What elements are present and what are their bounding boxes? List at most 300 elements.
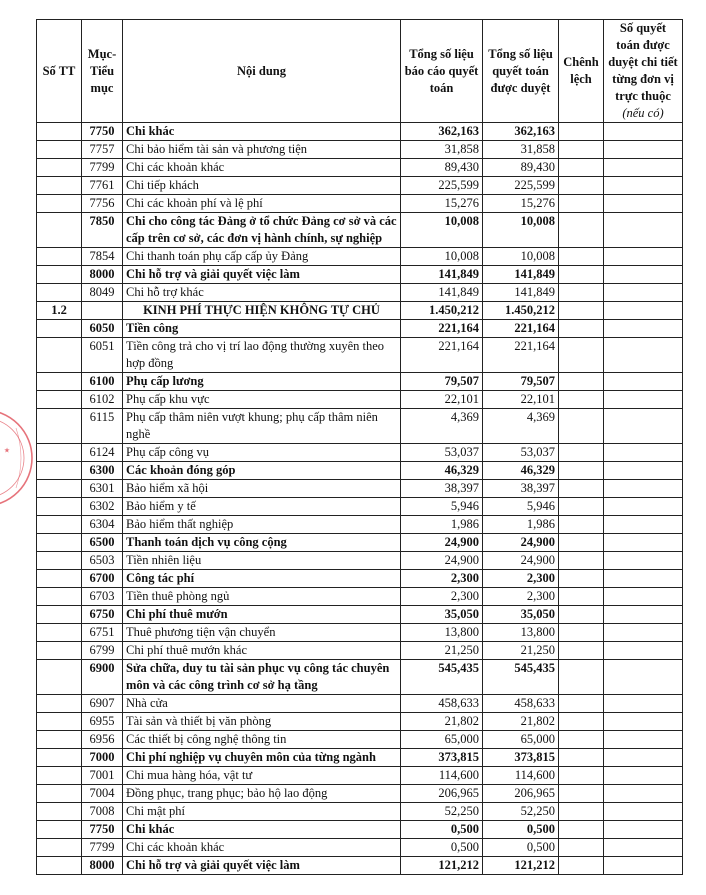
row-stt: [37, 516, 82, 534]
row-unit-detail: [604, 373, 683, 391]
row-stt: [37, 141, 82, 159]
table-row: [37, 462, 683, 480]
row-stt: [37, 642, 82, 660]
table-row: [37, 213, 683, 248]
table-row: [37, 498, 683, 516]
row-unit-detail: [604, 391, 683, 409]
row-difference: [559, 320, 604, 338]
row-approved-total: 21,802: [483, 713, 559, 731]
row-reported-total: 21,250: [401, 642, 483, 660]
row-reported-total: 24,900: [401, 534, 483, 552]
row-reported-total: 206,965: [401, 785, 483, 803]
row-reported-total: 114,600: [401, 767, 483, 785]
table-row: [37, 588, 683, 606]
row-unit-detail: [604, 534, 683, 552]
row-reported-total: 2,300: [401, 588, 483, 606]
row-difference: [559, 713, 604, 731]
table-row: [37, 839, 683, 857]
row-code: 6799: [82, 642, 123, 660]
settlement-table: [36, 19, 683, 875]
table-row: [37, 409, 683, 444]
row-code: 7757: [82, 141, 123, 159]
row-stt: [37, 159, 82, 177]
row-code: 7750: [82, 123, 123, 141]
table-row: [37, 373, 683, 391]
row-reported-total: 5,946: [401, 498, 483, 516]
row-difference: [559, 159, 604, 177]
row-code: 6750: [82, 606, 123, 624]
row-approved-total: 65,000: [483, 731, 559, 749]
row-unit-detail: [604, 642, 683, 660]
row-approved-total: 10,008: [483, 248, 559, 266]
row-stt: [37, 821, 82, 839]
table-row: [37, 821, 683, 839]
row-reported-total: 21,802: [401, 713, 483, 731]
row-unit-detail: [604, 159, 683, 177]
header-row: [37, 20, 683, 123]
row-content: Chi bảo hiểm tài sản và phương tiện: [123, 141, 401, 159]
row-content: Chi cho công tác Đảng ở tổ chức Đảng cơ sở và các cấp trên cơ sở, các đơn vị hành chính, sự nghiệp: [123, 213, 401, 248]
row-code: 6050: [82, 320, 123, 338]
table-row: [37, 606, 683, 624]
row-difference: [559, 302, 604, 320]
row-content: Thuê phương tiện vận chuyển: [123, 624, 401, 642]
row-difference: [559, 444, 604, 462]
row-unit-detail: [604, 516, 683, 534]
row-approved-total: 38,397: [483, 480, 559, 498]
row-reported-total: 13,800: [401, 624, 483, 642]
table-row: [37, 749, 683, 767]
table-row: [37, 123, 683, 141]
row-reported-total: 141,849: [401, 284, 483, 302]
row-reported-total: 24,900: [401, 552, 483, 570]
row-content: KINH PHÍ THỰC HIỆN KHÔNG TỰ CHỦ: [123, 302, 401, 320]
row-stt: [37, 785, 82, 803]
row-content: Chi phí thuê mướn: [123, 606, 401, 624]
row-content: Phụ cấp thâm niên vượt khung; phụ cấp thâm niên nghề: [123, 409, 401, 444]
row-stt: [37, 266, 82, 284]
row-unit-detail: [604, 141, 683, 159]
row-stt: [37, 857, 82, 875]
row-reported-total: 0,500: [401, 821, 483, 839]
table-row: [37, 516, 683, 534]
table-row: [37, 480, 683, 498]
row-unit-detail: [604, 660, 683, 695]
row-code: 7750: [82, 821, 123, 839]
row-stt: [37, 695, 82, 713]
header-chitiet-label: Số quyết toán được duyệt chi tiết từng đơn vị trực thuộc: [608, 21, 678, 103]
row-content: Chi các khoản khác: [123, 839, 401, 857]
row-difference: [559, 534, 604, 552]
row-reported-total: 89,430: [401, 159, 483, 177]
header-duocduyet: Tổng số liệu quyết toán được duyệt: [483, 20, 559, 123]
row-content: Công tác phí: [123, 570, 401, 588]
row-unit-detail: [604, 213, 683, 248]
header-muc: Mục-Tiểu mục: [82, 20, 123, 123]
row-reported-total: 79,507: [401, 373, 483, 391]
row-approved-total: 2,300: [483, 588, 559, 606]
row-stt: [37, 534, 82, 552]
row-code: 6300: [82, 462, 123, 480]
row-approved-total: 1,986: [483, 516, 559, 534]
row-approved-total: 225,599: [483, 177, 559, 195]
row-stt: [37, 713, 82, 731]
row-code: 6955: [82, 713, 123, 731]
row-approved-total: 4,369: [483, 409, 559, 444]
table-row: [37, 444, 683, 462]
row-difference: [559, 462, 604, 480]
row-unit-detail: [604, 444, 683, 462]
row-code: 6503: [82, 552, 123, 570]
table-row: [37, 248, 683, 266]
row-unit-detail: [604, 195, 683, 213]
row-code: 7850: [82, 213, 123, 248]
row-difference: [559, 570, 604, 588]
row-difference: [559, 123, 604, 141]
row-difference: [559, 177, 604, 195]
row-code: 7799: [82, 839, 123, 857]
row-content: Chi thanh toán phụ cấp cấp ủy Đảng: [123, 248, 401, 266]
header-chitiet-note: (nếu có): [622, 106, 664, 120]
row-code: 6900: [82, 660, 123, 695]
row-approved-total: 545,435: [483, 660, 559, 695]
row-unit-detail: [604, 552, 683, 570]
row-code: 6907: [82, 695, 123, 713]
row-code: 6124: [82, 444, 123, 462]
row-difference: [559, 480, 604, 498]
header-chenhlech: Chênh lệch: [559, 20, 604, 123]
row-reported-total: 2,300: [401, 570, 483, 588]
row-content: Chi các khoản khác: [123, 159, 401, 177]
row-stt: [37, 123, 82, 141]
row-difference: [559, 660, 604, 695]
row-code: 6304: [82, 516, 123, 534]
row-difference: [559, 141, 604, 159]
row-approved-total: 46,329: [483, 462, 559, 480]
row-stt: [37, 462, 82, 480]
row-approved-total: 141,849: [483, 284, 559, 302]
row-content: Chi hỗ trợ và giải quyết việc làm: [123, 857, 401, 875]
table-row: [37, 660, 683, 695]
stamp-fragment: [0, 398, 34, 518]
row-difference: [559, 803, 604, 821]
row-reported-total: 121,212: [401, 857, 483, 875]
row-content: Bảo hiểm xã hội: [123, 480, 401, 498]
row-approved-total: 221,164: [483, 338, 559, 373]
row-reported-total: 35,050: [401, 606, 483, 624]
row-unit-detail: [604, 857, 683, 875]
row-content: Các khoản đóng góp: [123, 462, 401, 480]
row-content: Đồng phục, trang phục; bảo hộ lao động: [123, 785, 401, 803]
row-content: Chi hỗ trợ khác: [123, 284, 401, 302]
row-code: 7000: [82, 749, 123, 767]
row-code: 8000: [82, 266, 123, 284]
header-stt: Số TT: [37, 20, 82, 123]
row-code: 6100: [82, 373, 123, 391]
row-stt: [37, 803, 82, 821]
table-row: [37, 552, 683, 570]
row-stt: [37, 320, 82, 338]
row-code: 7761: [82, 177, 123, 195]
row-reported-total: 46,329: [401, 462, 483, 480]
row-reported-total: 221,164: [401, 320, 483, 338]
table-row: [37, 624, 683, 642]
table-row: [37, 320, 683, 338]
row-content: Tiền thuê phòng ngủ: [123, 588, 401, 606]
row-approved-total: 10,008: [483, 213, 559, 248]
row-approved-total: 15,276: [483, 195, 559, 213]
row-content: Bảo hiểm y tế: [123, 498, 401, 516]
row-unit-detail: [604, 123, 683, 141]
row-unit-detail: [604, 731, 683, 749]
row-stt: [37, 767, 82, 785]
row-content: Tiền công trả cho vị trí lao động thường xuyên theo hợp đồng: [123, 338, 401, 373]
row-unit-detail: [604, 177, 683, 195]
row-approved-total: 206,965: [483, 785, 559, 803]
row-stt: [37, 570, 82, 588]
row-difference: [559, 731, 604, 749]
row-approved-total: 458,633: [483, 695, 559, 713]
table-row: [37, 266, 683, 284]
row-reported-total: 221,164: [401, 338, 483, 373]
row-difference: [559, 516, 604, 534]
row-code: 7008: [82, 803, 123, 821]
row-content: Chi hỗ trợ và giải quyết việc làm: [123, 266, 401, 284]
table-row: [37, 159, 683, 177]
table-row: [37, 857, 683, 875]
row-unit-detail: [604, 839, 683, 857]
row-difference: [559, 266, 604, 284]
row-approved-total: 221,164: [483, 320, 559, 338]
row-unit-detail: [604, 767, 683, 785]
row-code: 6302: [82, 498, 123, 516]
row-reported-total: 10,008: [401, 248, 483, 266]
row-code: 7756: [82, 195, 123, 213]
row-reported-total: 545,435: [401, 660, 483, 695]
row-code: [82, 302, 123, 320]
row-approved-total: 35,050: [483, 606, 559, 624]
table-row: [37, 785, 683, 803]
row-unit-detail: [604, 588, 683, 606]
row-code: 6301: [82, 480, 123, 498]
row-stt: [37, 391, 82, 409]
row-reported-total: 65,000: [401, 731, 483, 749]
row-unit-detail: [604, 248, 683, 266]
row-content: Sửa chữa, duy tu tài sản phục vụ công tác chuyên môn và các công trình cơ sở hạ tầng: [123, 660, 401, 695]
row-reported-total: 38,397: [401, 480, 483, 498]
row-stt: [37, 749, 82, 767]
row-content: Tài sản và thiết bị văn phòng: [123, 713, 401, 731]
section-row: [37, 302, 683, 320]
row-reported-total: 52,250: [401, 803, 483, 821]
table-row: [37, 767, 683, 785]
row-difference: [559, 767, 604, 785]
row-unit-detail: [604, 409, 683, 444]
row-unit-detail: [604, 749, 683, 767]
row-code: 6102: [82, 391, 123, 409]
row-difference: [559, 839, 604, 857]
table-row: [37, 141, 683, 159]
row-unit-detail: [604, 695, 683, 713]
table-body: [37, 123, 683, 875]
table-row: [37, 195, 683, 213]
row-stt: [37, 624, 82, 642]
row-approved-total: 22,101: [483, 391, 559, 409]
row-unit-detail: [604, 302, 683, 320]
row-approved-total: 24,900: [483, 552, 559, 570]
row-content: Phụ cấp công vụ: [123, 444, 401, 462]
row-unit-detail: [604, 462, 683, 480]
row-code: 7799: [82, 159, 123, 177]
row-stt: [37, 248, 82, 266]
row-approved-total: 13,800: [483, 624, 559, 642]
row-reported-total: 22,101: [401, 391, 483, 409]
row-approved-total: 5,946: [483, 498, 559, 516]
row-approved-total: 24,900: [483, 534, 559, 552]
row-unit-detail: [604, 480, 683, 498]
row-content: Phụ cấp lương: [123, 373, 401, 391]
row-difference: [559, 498, 604, 516]
row-unit-detail: [604, 570, 683, 588]
row-unit-detail: [604, 785, 683, 803]
row-stt: [37, 177, 82, 195]
row-stt: 1.2: [37, 302, 82, 320]
row-stt: [37, 731, 82, 749]
row-unit-detail: [604, 713, 683, 731]
row-approved-total: 141,849: [483, 266, 559, 284]
table-row: [37, 731, 683, 749]
row-reported-total: 0,500: [401, 839, 483, 857]
row-stt: [37, 606, 82, 624]
row-difference: [559, 552, 604, 570]
row-difference: [559, 588, 604, 606]
row-content: Chi tiếp khách: [123, 177, 401, 195]
row-content: Chi khác: [123, 821, 401, 839]
row-difference: [559, 284, 604, 302]
table-row: [37, 803, 683, 821]
row-code: 6703: [82, 588, 123, 606]
table-row: [37, 338, 683, 373]
row-approved-total: 114,600: [483, 767, 559, 785]
header-baocao: Tổng số liệu báo cáo quyết toán: [401, 20, 483, 123]
row-approved-total: 31,858: [483, 141, 559, 159]
row-content: Chi phí thuê mướn khác: [123, 642, 401, 660]
row-difference: [559, 624, 604, 642]
row-reported-total: 53,037: [401, 444, 483, 462]
row-content: Chi phí nghiệp vụ chuyên môn của từng ngành: [123, 749, 401, 767]
row-difference: [559, 373, 604, 391]
row-reported-total: 15,276: [401, 195, 483, 213]
row-difference: [559, 695, 604, 713]
row-code: 6700: [82, 570, 123, 588]
row-approved-total: 89,430: [483, 159, 559, 177]
row-approved-total: 362,163: [483, 123, 559, 141]
table-row: [37, 534, 683, 552]
row-unit-detail: [604, 320, 683, 338]
row-unit-detail: [604, 803, 683, 821]
header-noidung: Nội dung: [123, 20, 401, 123]
row-unit-detail: [604, 266, 683, 284]
row-reported-total: 10,008: [401, 213, 483, 248]
row-difference: [559, 642, 604, 660]
row-code: 7001: [82, 767, 123, 785]
row-approved-total: 21,250: [483, 642, 559, 660]
row-stt: [37, 480, 82, 498]
table-row: [37, 570, 683, 588]
row-difference: [559, 213, 604, 248]
row-code: 6500: [82, 534, 123, 552]
row-code: 6115: [82, 409, 123, 444]
row-approved-total: 52,250: [483, 803, 559, 821]
row-code: 6956: [82, 731, 123, 749]
row-stt: [37, 588, 82, 606]
row-reported-total: 1.450,212: [401, 302, 483, 320]
row-reported-total: 225,599: [401, 177, 483, 195]
table-row: [37, 642, 683, 660]
row-approved-total: 1.450,212: [483, 302, 559, 320]
row-content: Các thiết bị công nghệ thông tin: [123, 731, 401, 749]
row-stt: [37, 660, 82, 695]
row-reported-total: 458,633: [401, 695, 483, 713]
row-code: 8000: [82, 857, 123, 875]
table-row: [37, 284, 683, 302]
row-unit-detail: [604, 338, 683, 373]
row-code: 6751: [82, 624, 123, 642]
row-content: Chi mật phí: [123, 803, 401, 821]
row-stt: [37, 195, 82, 213]
row-difference: [559, 749, 604, 767]
row-reported-total: 4,369: [401, 409, 483, 444]
table-row: [37, 391, 683, 409]
row-stt: [37, 552, 82, 570]
row-reported-total: 373,815: [401, 749, 483, 767]
row-unit-detail: [604, 284, 683, 302]
table-row: [37, 713, 683, 731]
row-content: Thanh toán dịch vụ công cộng: [123, 534, 401, 552]
header-chitiet: [604, 20, 683, 123]
row-approved-total: 2,300: [483, 570, 559, 588]
row-content: Bảo hiểm thất nghiệp: [123, 516, 401, 534]
row-unit-detail: [604, 821, 683, 839]
table-row: [37, 695, 683, 713]
row-code: 7854: [82, 248, 123, 266]
row-unit-detail: [604, 498, 683, 516]
row-difference: [559, 338, 604, 373]
row-content: Phụ cấp khu vực: [123, 391, 401, 409]
row-difference: [559, 248, 604, 266]
row-stt: [37, 839, 82, 857]
table-row: [37, 177, 683, 195]
row-code: 6051: [82, 338, 123, 373]
svg-text:★: ★: [2, 446, 13, 455]
row-code: 7004: [82, 785, 123, 803]
row-difference: [559, 857, 604, 875]
row-difference: [559, 821, 604, 839]
row-content: Nhà cửa: [123, 695, 401, 713]
row-approved-total: 121,212: [483, 857, 559, 875]
row-code: 8049: [82, 284, 123, 302]
row-reported-total: 362,163: [401, 123, 483, 141]
row-approved-total: 79,507: [483, 373, 559, 391]
row-content: Chi các khoản phí và lệ phí: [123, 195, 401, 213]
row-difference: [559, 409, 604, 444]
row-difference: [559, 195, 604, 213]
row-approved-total: 53,037: [483, 444, 559, 462]
row-difference: [559, 606, 604, 624]
row-stt: [37, 284, 82, 302]
row-unit-detail: [604, 624, 683, 642]
row-difference: [559, 391, 604, 409]
